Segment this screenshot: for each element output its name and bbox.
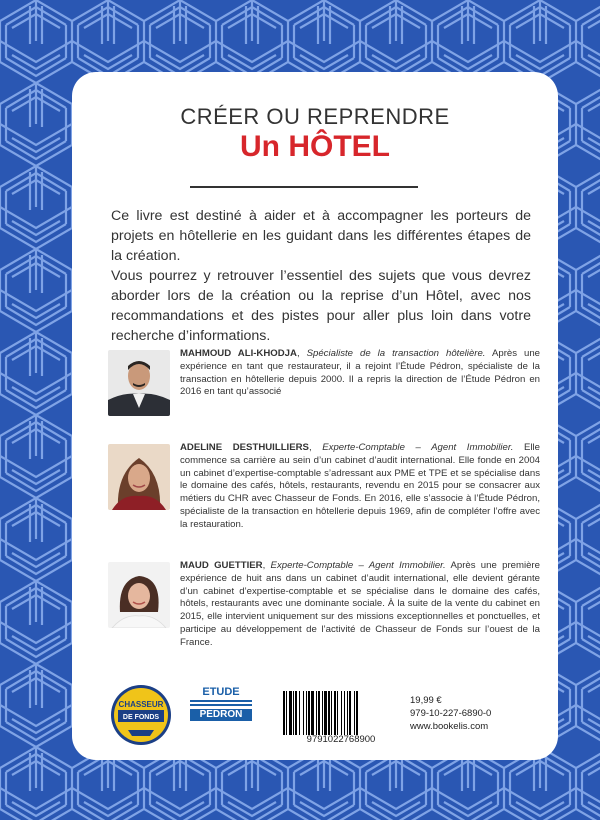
author-photo-adeline (108, 444, 170, 510)
etude-logo-line-2: PEDRON (190, 709, 252, 721)
author-role: Experte-Comptable – Agent Immobilier. (270, 560, 446, 571)
title-line-1: CRÉER OU REPRENDRE (180, 104, 450, 129)
barcode (279, 686, 403, 740)
author-bio-text: Elle commence sa carrière au sein d’un cabinet d’audit international. Elle fonde en 2004 un cabinet d’expertise-comptable s’adressant aux PME et TPE et se spécialise dans le domaine des cafés, hôtels, restaurants, revendu en 2015 pour se consacrer aux métiers du CHR avec Chasseur de Fonds. En 2016, elle s’associe à l’Étude Pédron, spécialiste de la transaction en hôtellerie depuis 1969, afin de compléter l’offre avec la restauration. (180, 442, 540, 530)
author-name: ADELINE DESTHUILLIERS (180, 442, 309, 453)
etude-pedron-logo (190, 686, 252, 726)
intro-paragraph-1: Ce livre est destiné à aider et à accompagner les porteurs de projets en hôtellerie en les guidant dans les différentes étapes de la création. (111, 208, 531, 264)
author-role: Experte-Comptable – Agent Immobilier. (322, 442, 514, 453)
isbn: 979-10-227-6890-0 (410, 708, 492, 719)
author-bio-text: Après une expérience en tant que restaurateur, il a rejoint l’Étude Pédron, spécialiste de la transaction en hôtellerie depuis 2000. Il a repris la direction de l’Étude Pédron en 2016 en tant qu’associé (180, 348, 541, 398)
author-role: Spécialiste de la transaction hôtelière. (306, 348, 486, 359)
author-name: MAUD GUETTIER (180, 560, 263, 571)
author-photo-mahmoud (108, 350, 170, 416)
barcode-number: 9791022768900 (306, 734, 376, 745)
author-bio-adeline: ADELINE DESTHUILLIERS, Experte-Comptable – Agent Immobilier. Elle commence sa carrière au sein d’un cabinet d’audit international. Elle fonde en 2004 un cabinet d’expertise-comptable s’adressant aux PME et TPE et se spécialise dans le domaine des cafés, hôtels, restaurants, revendu en 2015 pour se consacrer aux métiers du CHR avec Chasseur de Fonds. En 2016, elle s’associe à l’Étude Pédron, spécialiste de la transaction en hôtellerie depuis 1969, afin de compléter l’offre avec la restauration. (180, 442, 540, 530)
author-bio-mahmoud: MAHMOUD ALI-KHODJA, Spécialiste de la transaction hôtelière. Après une expérience en tant que restaurateur, il a rejoint l’Étude Pédron, spécialiste de la transaction en hôtellerie depuis 2000. Il a repris la direction de l’Étude Pédron en 2016 en tant qu’associé (180, 348, 541, 398)
book-metadata (410, 694, 491, 733)
intro-paragraph-2: Vous pourrez y retrouver l’essentiel des sujets que vous devrez aborder lors de la création ou la reprise d’un Hôtel, avec nos recommandations et des pistes pour aller plus loin dans votre recherche d’informations. (111, 268, 531, 344)
chasseur-de-fonds-logo (110, 684, 172, 746)
author-photo-maud (108, 562, 170, 628)
author-bio-maud: MAUD GUETTIER, Experte-Comptable – Agent Immobilier. Après une première expérience de huit ans dans un cabinet d’audit international, elle devient gérante d’un cabinet d’expertise-comptable et se spécialise dans le domaine des cafés, hôtels, restaurants avec une dominante sociale. À la suite de la vente du cabinet en 2015, elle intervient uniquement sur des missions exceptionnelles et ponctuelles, et participe au développement de l’activité de Chasseur de Fonds sur l’ouest de la France. (180, 560, 540, 648)
intro-text (111, 206, 531, 346)
author-bio-text: Après une première expérience de huit ans dans un cabinet d’audit international, elle devient gérante d’un cabinet d’expertise-comptable et se spécialise dans le domaine des cafés, hôtels, restaurants avec une dominante sociale. À la suite de la vente du cabinet en 2015, elle intervient uniquement sur des missions exceptionnelles et ponctuelles, et participe au développement de l’activité de Chasseur de Fonds sur l’ouest de la France. (180, 560, 540, 648)
title-divider (190, 186, 418, 188)
content-panel (72, 72, 558, 760)
chasseur-logo-line-1: CHASSEUR (118, 700, 164, 709)
title-line-2: Un HÔTEL (240, 130, 390, 163)
author-name: MAHMOUD ALI-KHODJA (180, 348, 297, 359)
publisher-website: www.bookelis.com (410, 721, 489, 732)
chasseur-logo-line-2: DE FONDS (122, 714, 160, 721)
etude-logo-line-1: ETUDE (202, 686, 240, 698)
price: 19,99 € (410, 695, 442, 706)
